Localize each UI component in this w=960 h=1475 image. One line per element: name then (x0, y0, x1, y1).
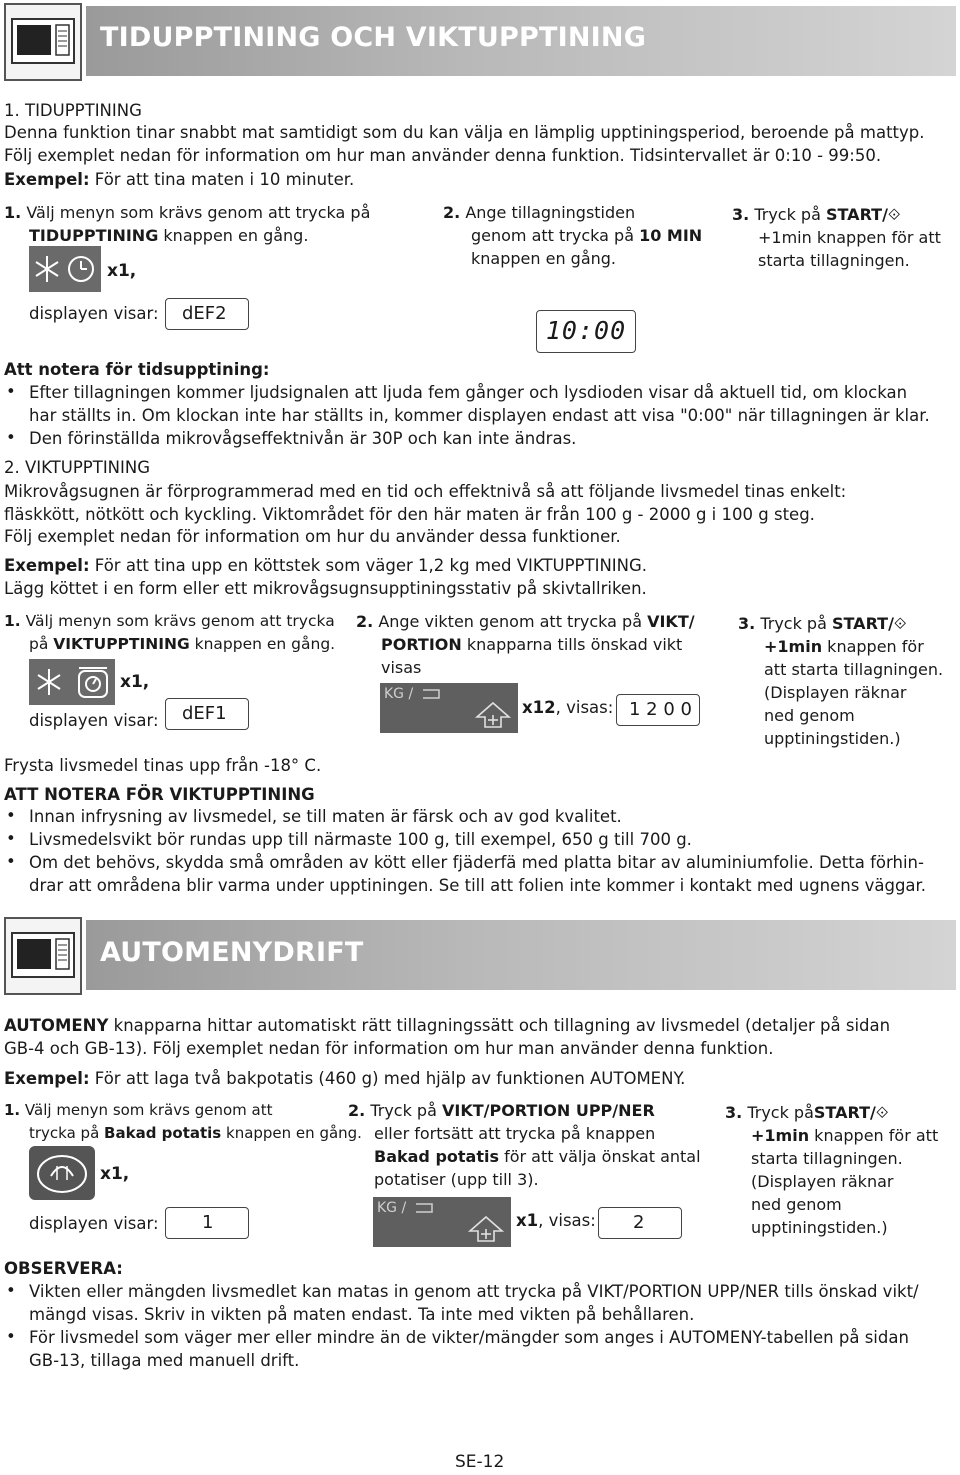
note-text: har ställts in. Om klockan inte har ställts in, kommer displayen endast att visa "0:00" när tillagningen är klar. (29, 406, 930, 425)
subsection-heading: 1. TIDUPPTINING (4, 101, 142, 120)
press-count: x1, (120, 672, 150, 692)
step-1: 1. Välj menyn som krävs genom att trycka på VIKTUPPTINING knappen en gång. (4, 612, 336, 653)
step-1: 1. Välj menyn som krävs genom att trycka på Bakad potatis knappen en gång. (4, 1101, 362, 1142)
up-arrow-icon (468, 1215, 504, 1243)
press-count: x1, (100, 1164, 130, 1184)
step-1: 1. Välj menyn som krävs genom att trycka på TIDUPPTINING knappen en gång. (4, 203, 371, 245)
note-text: Vikten eller mängden livsmedlet kan matas in genom att trycka på VIKT/PORTION UPP/NER tills önskad vikt/ (29, 1282, 919, 1301)
display-label: displayen visar: (29, 1214, 159, 1233)
press-count: x12, visas: (522, 698, 614, 717)
weight-portion-key[interactable]: KG / (373, 1197, 511, 1247)
weight-portion-key[interactable]: KG / (380, 683, 518, 733)
note-heading: ATT NOTERA FÖR VIKTUPPTINING (4, 785, 315, 804)
step-3: 3. Tryck på START/⟐ +1min knappen för att starta tillagningen. (732, 205, 941, 270)
portion-icon (422, 688, 440, 700)
snowflake-scale-icon (29, 659, 115, 705)
note-text: Om det behövs, skydda små områden av kött eller fjäderfä med platta bitar av aluminiumfolie. Detta förhin- (29, 853, 924, 872)
press-count: x1, visas: (516, 1211, 596, 1230)
start-icon: ⟐ (875, 1103, 889, 1122)
step-2: 2. Ange tillagningstiden genom att trycka på 10 MIN knappen en gång. (443, 203, 703, 268)
bullet: • (6, 382, 16, 401)
note-heading: Att notera för tidsupptining: (4, 360, 270, 379)
weight-defrost-key (29, 659, 115, 705)
note-text: Livsmedelsvikt bör rundas upp till närmaste 100 g, till exempel, 650 g till 700 g. (29, 830, 692, 849)
obs-heading: OBSERVERA: (4, 1259, 123, 1278)
potato-icon (29, 1146, 95, 1200)
display-label: displayen visar: (29, 304, 159, 323)
example-line: Exempel: För att laga två bakpotatis (460 g) med hjälp av funktionen AUTOMENY. (4, 1069, 686, 1088)
example-line: Exempel: För att tina upp en köttstek som väger 1,2 kg med VIKTUPPTINING. (4, 556, 648, 575)
bullet: • (6, 829, 16, 848)
note-text: drar att områdena blir varma under upptiningen. Se till att folien inte kommer i kontakt med ugnens väggar. (29, 876, 927, 895)
frozen-note: Frysta livsmedel tinas upp från -18° C. (4, 756, 322, 775)
lcd-weight-display: 1 2 0 0 (616, 694, 700, 726)
portion-icon (415, 1202, 433, 1214)
start-icon: ⟐ (887, 205, 901, 224)
step-3: 3. Tryck påSTART/⟐ +1min knappen för att starta tillagningen. (Displayen räknar ned genom upptiningstiden.) (725, 1103, 939, 1237)
display-label: displayen visar: (29, 711, 159, 730)
up-arrow-icon (475, 701, 511, 729)
press-count: x1, (107, 261, 137, 281)
bullet: • (6, 806, 16, 825)
microwave-oven-icon (4, 3, 82, 81)
baked-potato-key[interactable] (29, 1146, 95, 1200)
example-line: Lägg köttet i en form eller ett mikrovågsugnsupptiningsstativ på skivtallriken. (4, 579, 647, 598)
note-text: mängd visas. Skriv in vikten på maten endast. Ta inte med vikten på behållaren. (29, 1305, 695, 1324)
start-icon: ⟐ (893, 614, 907, 633)
bullet: • (6, 852, 16, 871)
intro-line: Mikrovågsugnen är förprogrammerad med en tid och effektnivå så att följande livsmedel tinas enkelt: (4, 482, 847, 501)
note-text: Innan infrysning av livsmedel, se till maten är färsk och av god kvalitet. (29, 807, 622, 826)
snowflake-clock-icon (29, 246, 101, 292)
time-defrost-key (29, 246, 101, 292)
intro-line: Denna funktion tinar snabbt mat samtidigt som du kan välja en lämplig upptiningsperiod, beroende på mattyp. (4, 123, 925, 142)
step-3: 3. Tryck på START/⟐ +1min knappen för att starta tillagningen. (Displayen räknar ned genom upptiningstiden.) (738, 614, 944, 748)
intro-line: GB-4 och GB-13). Följ exemplet nedan för information om hur man använder denna funktion. (4, 1039, 774, 1058)
lcd-display: dEF1 (165, 698, 249, 730)
note-text: För livsmedel som väger mer eller mindre än de vikter/mängder som anges i AUTOMENY-tabellen på sidan (29, 1328, 909, 1347)
section-title: TIDUPPTINING OCH VIKTUPPTINING (100, 22, 647, 53)
intro-line: Följ exemplet nedan för information om hur man använder denna funktion. Tidsintervallet är 0:10 - 99:50. (4, 146, 882, 165)
step-2: 2. Ange vikten genom att trycka på VIKT/ PORTION knapparna tills önskad vikt visas (356, 612, 695, 677)
intro-line: AUTOMENY knapparna hittar automatiskt rätt tillagningssätt och tillagning av livsmedel (detaljer på sidan (4, 1016, 891, 1035)
example-line: Exempel: För att tina maten i 10 minuter. (4, 170, 355, 189)
lcd-display: dEF2 (165, 298, 249, 330)
section-title: AUTOMENYDRIFT (100, 937, 364, 968)
lcd-time-display: 10:00 (536, 310, 636, 353)
bullet: • (6, 428, 16, 447)
note-text: Efter tillagningen kommer ljudsignalen att ljuda fem gånger och lysdioden visar då aktuell tid, om klockan (29, 383, 908, 402)
microwave-oven-icon (4, 917, 82, 995)
note-text: GB-13, tillaga med manuell drift. (29, 1351, 300, 1370)
lcd-count-display: 2 (598, 1207, 682, 1239)
bullet: • (6, 1281, 16, 1300)
subsection-heading: 2. VIKTUPPTINING (4, 458, 151, 477)
intro-line: fläskkött, nötkött och kyckling. Viktområdet för den här maten är från 100 g - 2000 g i 100 g steg. (4, 505, 815, 524)
step-2: 2. Tryck på VIKT/PORTION UPP/NER eller fortsätt att trycka på knappen Bakad potatis för att välja önskat antal potatiser (upp till 3). (348, 1101, 701, 1189)
intro-line: Följ exemplet nedan för information om hur du använder dessa funktioner. (4, 527, 621, 546)
bullet: • (6, 1327, 16, 1346)
page-number: SE-12 (455, 1452, 505, 1472)
lcd-display: 1 (165, 1207, 249, 1239)
note-text: Den förinställda mikrovågseffektnivån är 30P och kan inte ändras. (29, 429, 577, 448)
